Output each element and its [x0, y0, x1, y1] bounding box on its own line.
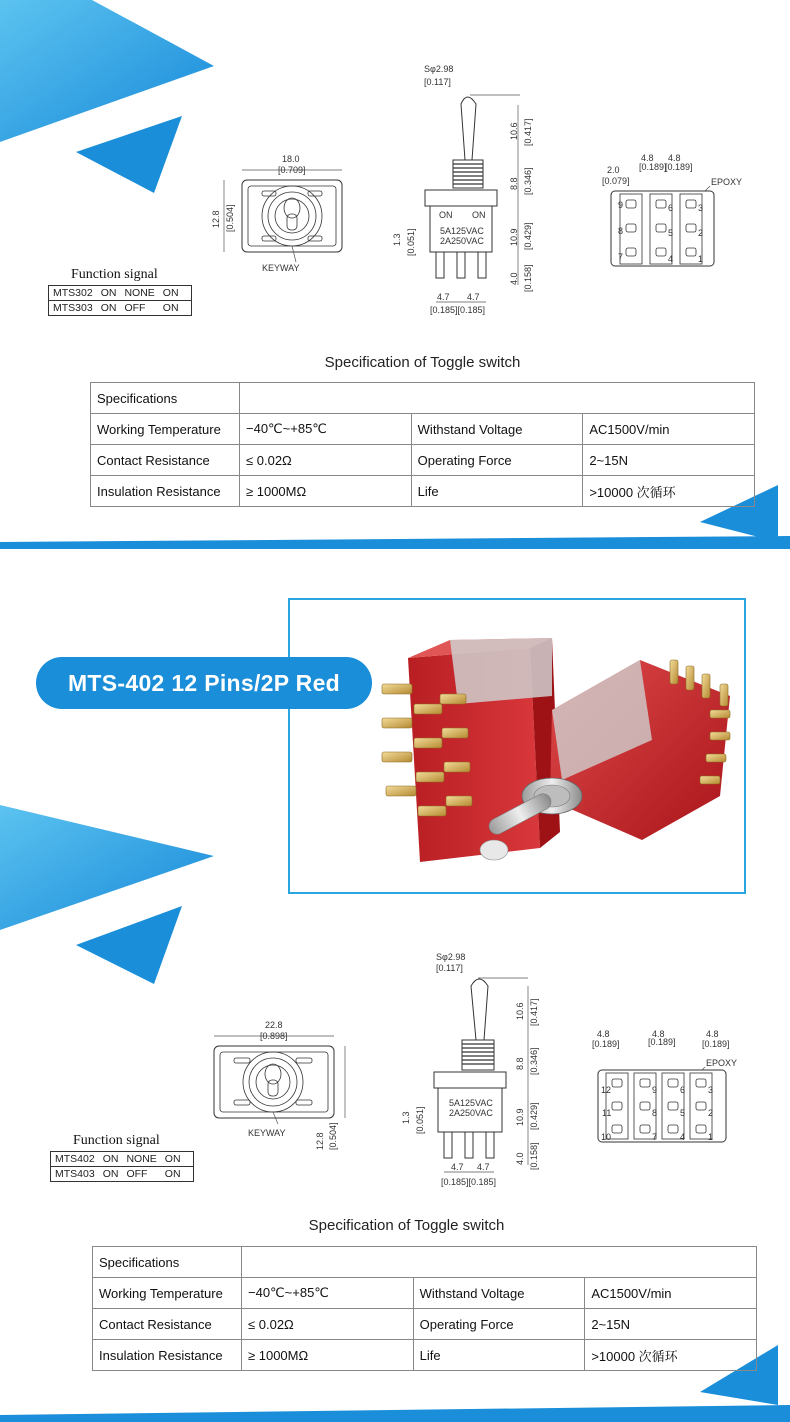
- svg-text:2A250VAC: 2A250VAC: [440, 236, 484, 246]
- svg-text:4.7: 4.7: [477, 1162, 490, 1172]
- table-row: Contact Resistance ≤ 0.02Ω Operating Force 2~15N: [93, 1309, 757, 1340]
- svg-text:ON: ON: [439, 210, 453, 220]
- table-row: Working Temperature −40℃~+85℃ Withstand Voltage AC1500V/min: [91, 414, 755, 445]
- svg-text:8.8: 8.8: [515, 1057, 525, 1070]
- svg-text:[0.189]: [0.189]: [702, 1039, 730, 1049]
- svg-text:4.8: 4.8: [597, 1029, 610, 1039]
- spec-table: [92, 1246, 757, 1371]
- svg-text:2A250VAC: 2A250VAC: [449, 1108, 493, 1118]
- table-row: Insulation Resistance ≥ 1000MΩ Life >10000 次循环: [91, 476, 755, 507]
- svg-text:[0.185][0.185]: [0.185][0.185]: [430, 305, 486, 315]
- svg-text:6: 6: [680, 1085, 686, 1095]
- spec-header: Specifications: [91, 383, 240, 414]
- svg-text:18.0: 18.0: [282, 154, 300, 164]
- svg-text:10.9: 10.9: [509, 228, 519, 246]
- svg-text:1: 1: [698, 254, 704, 264]
- svg-text:9: 9: [652, 1085, 658, 1095]
- table-row: MTS303 ON OFF ON: [49, 301, 192, 316]
- pin-view-drawing: [592, 1029, 737, 1142]
- svg-text:1: 1: [708, 1132, 714, 1142]
- svg-text:[0.185][0.185]: [0.185][0.185]: [441, 1177, 497, 1187]
- svg-text:8: 8: [618, 226, 624, 236]
- svg-text:EPOXY: EPOXY: [711, 177, 743, 187]
- svg-text:5: 5: [680, 1108, 686, 1118]
- table-row: [91, 383, 755, 414]
- svg-text:4.8: 4.8: [668, 153, 681, 163]
- svg-text:[0.429]: [0.429]: [529, 1102, 539, 1130]
- svg-text:9: 9: [618, 200, 624, 210]
- svg-text:[0.117]: [0.117]: [424, 77, 451, 87]
- svg-text:2: 2: [698, 228, 704, 238]
- decor-triangle: [0, 805, 214, 930]
- svg-text:4.8: 4.8: [641, 153, 654, 163]
- svg-text:[0.051]: [0.051]: [406, 228, 416, 256]
- svg-text:11: 11: [602, 1108, 612, 1118]
- decor-stripe: [0, 536, 790, 549]
- svg-text:4.8: 4.8: [706, 1029, 719, 1039]
- svg-text:12: 12: [601, 1085, 612, 1095]
- side-view-drawing: [401, 952, 539, 1187]
- svg-text:[0.417]: [0.417]: [529, 998, 539, 1026]
- table-row: MTS302 ON NONE ON: [49, 286, 192, 301]
- svg-text:5: 5: [668, 228, 674, 238]
- svg-text:4: 4: [668, 254, 674, 264]
- svg-text:4.7: 4.7: [437, 292, 450, 302]
- function-signal-table: [50, 1151, 194, 1182]
- svg-text:5A125VAC: 5A125VAC: [449, 1098, 493, 1108]
- pin-view-drawing: [602, 153, 742, 266]
- svg-text:7: 7: [618, 252, 624, 262]
- svg-text:8: 8: [652, 1108, 658, 1118]
- svg-text:[0.346]: [0.346]: [529, 1047, 539, 1075]
- svg-text:EPOXY: EPOXY: [706, 1058, 738, 1068]
- svg-text:KEYWAY: KEYWAY: [262, 263, 300, 273]
- toggle-switch-image: [290, 600, 744, 892]
- svg-text:6: 6: [668, 203, 674, 213]
- svg-text:10: 10: [601, 1132, 612, 1142]
- table-row: Contact Resistance ≤ 0.02Ω Operating Force 2~15N: [91, 445, 755, 476]
- svg-text:[0.189]: [0.189]: [665, 162, 693, 172]
- svg-text:Sφ2.98: Sφ2.98: [436, 952, 466, 962]
- svg-text:10.9: 10.9: [515, 1108, 525, 1126]
- svg-text:Sφ2.98: Sφ2.98: [424, 64, 454, 74]
- svg-text:[0.504]: [0.504]: [225, 204, 235, 232]
- svg-text:[0.898]: [0.898]: [260, 1031, 288, 1041]
- side-view-drawing: [392, 64, 533, 315]
- spec-table: [90, 382, 755, 507]
- svg-text:1.3: 1.3: [401, 1111, 411, 1124]
- top-view-drawing: [211, 154, 342, 273]
- svg-text:ON: ON: [472, 210, 486, 220]
- svg-text:7: 7: [652, 1132, 658, 1142]
- spec-title: Specification of Toggle switch: [324, 354, 521, 371]
- svg-text:[0.051]: [0.051]: [415, 1106, 425, 1134]
- decor-stripe: [0, 1405, 790, 1422]
- svg-text:[0.429]: [0.429]: [523, 222, 533, 250]
- svg-text:12.8: 12.8: [315, 1132, 325, 1150]
- product-label-badge: MTS-402 12 Pins/2P Red: [36, 657, 372, 709]
- svg-text:4.0: 4.0: [509, 272, 519, 285]
- top-view-drawing: [214, 1020, 345, 1150]
- svg-text:10.6: 10.6: [509, 122, 519, 140]
- function-signal-title: Function signal: [71, 267, 158, 282]
- svg-text:5A125VAC: 5A125VAC: [440, 226, 484, 236]
- function-signal-title: Function signal: [73, 1133, 160, 1148]
- svg-text:22.8: 22.8: [265, 1020, 283, 1030]
- table-row: [93, 1247, 757, 1278]
- svg-text:8.8: 8.8: [509, 177, 519, 190]
- svg-text:10.6: 10.6: [515, 1002, 525, 1020]
- svg-text:[0.189]: [0.189]: [639, 162, 667, 172]
- table-row: MTS402 ON NONE ON: [51, 1152, 194, 1167]
- svg-text:[0.117]: [0.117]: [436, 963, 463, 973]
- table-row: Insulation Resistance ≥ 1000MΩ Life >10000 次循环: [93, 1340, 757, 1371]
- table-row: MTS403 ON OFF ON: [51, 1167, 194, 1182]
- svg-text:[0.346]: [0.346]: [523, 167, 533, 195]
- svg-text:[0.417]: [0.417]: [523, 118, 533, 146]
- svg-text:4: 4: [680, 1132, 686, 1142]
- product-photo: [288, 598, 746, 894]
- svg-text:4.7: 4.7: [467, 292, 480, 302]
- svg-text:12.8: 12.8: [211, 210, 221, 228]
- svg-text:3: 3: [708, 1085, 714, 1095]
- svg-text:[0.079]: [0.079]: [602, 176, 630, 186]
- function-signal-table: [48, 285, 192, 316]
- svg-text:[0.709]: [0.709]: [278, 165, 306, 175]
- spec-header: Specifications: [93, 1247, 242, 1278]
- svg-text:[0.189]: [0.189]: [648, 1037, 676, 1047]
- svg-text:4.0: 4.0: [515, 1152, 525, 1165]
- svg-text:1.3: 1.3: [392, 233, 402, 246]
- svg-text:3: 3: [698, 203, 704, 213]
- svg-text:[0.504]: [0.504]: [328, 1122, 338, 1150]
- svg-text:4.7: 4.7: [451, 1162, 464, 1172]
- svg-text:[0.189]: [0.189]: [592, 1039, 620, 1049]
- svg-text:2.0: 2.0: [607, 165, 620, 175]
- svg-text:4.8: 4.8: [652, 1029, 665, 1039]
- svg-text:[0.158]: [0.158]: [523, 264, 533, 292]
- svg-text:2: 2: [708, 1108, 714, 1118]
- svg-text:KEYWAY: KEYWAY: [248, 1128, 286, 1138]
- spec-title: Specification of Toggle switch: [308, 1217, 505, 1234]
- table-row: Working Temperature −40℃~+85℃ Withstand Voltage AC1500V/min: [93, 1278, 757, 1309]
- svg-text:[0.158]: [0.158]: [529, 1142, 539, 1170]
